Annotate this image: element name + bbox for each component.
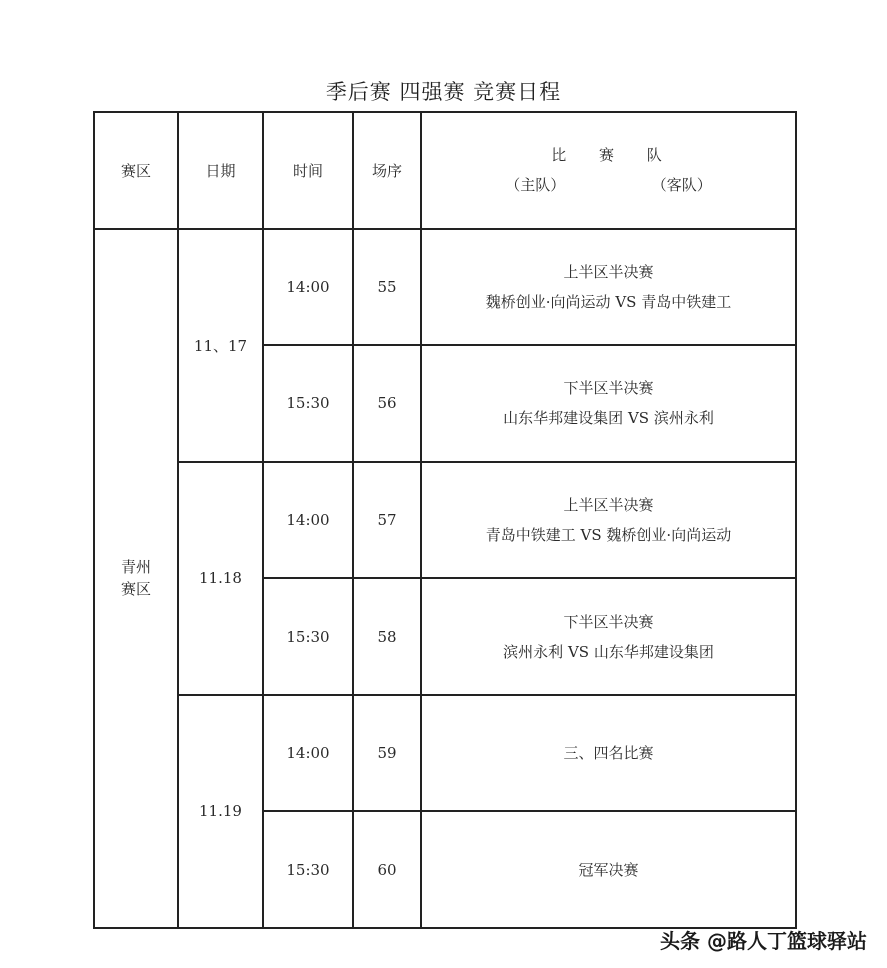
zone-cell [94, 229, 178, 928]
game-no-cell: 56 [353, 345, 421, 462]
time-cell: 15:30 [263, 811, 353, 928]
matchup-cell [421, 578, 796, 695]
stage-label: 下半区半决赛 [563, 612, 654, 631]
stage-label: 冠军决赛 [578, 860, 639, 879]
watermark-label: 头条 @路人丁篮球驿站 [660, 929, 867, 953]
table-row [94, 462, 796, 579]
time-cell: 14:00 [263, 462, 353, 579]
header-time: 时间 [263, 112, 353, 229]
zone-label: 青州赛区 [120, 558, 151, 599]
header-zone: 赛区 [94, 112, 178, 229]
date-cell: 11.19 [178, 695, 263, 928]
time-cell: 15:30 [263, 345, 353, 462]
game-no-cell: 57 [353, 462, 421, 579]
stage-label: 三、四名比赛 [563, 744, 654, 763]
game-no-cell: 59 [353, 695, 421, 812]
matchup-cell [421, 345, 796, 462]
table-row [94, 695, 796, 812]
matchup-cell [421, 695, 796, 812]
table-row [94, 229, 796, 346]
header-teams [421, 112, 796, 229]
matchup-cell [421, 229, 796, 346]
page-title: 季后赛 四强赛 竞赛日程 [325, 80, 562, 104]
matchup-label: 滨州永利 VS 山东华邦建设集团 [503, 642, 714, 661]
matchup-cell [421, 811, 796, 928]
matchup-cell [421, 462, 796, 579]
stage-label: 上半区半决赛 [563, 495, 654, 514]
schedule-table [93, 111, 797, 929]
time-cell: 14:00 [263, 229, 353, 346]
stage-label: 下半区半决赛 [563, 379, 654, 398]
header-away: （客队） [651, 176, 712, 195]
header-game-no: 场序 [353, 112, 421, 229]
matchup-label: 山东华邦建设集团 VS 滨州永利 [503, 409, 714, 428]
date-cell: 11.18 [178, 462, 263, 695]
matchup-label: 魏桥创业·向尚运动 VS 青岛中铁建工 [485, 292, 732, 311]
header-row [94, 112, 796, 229]
header-home: （主队） [505, 176, 566, 195]
date-cell: 11、17 [178, 229, 263, 462]
game-no-cell: 55 [353, 229, 421, 346]
game-no-cell: 60 [353, 811, 421, 928]
game-no-cell: 58 [353, 578, 421, 695]
matchup-label: 青岛中铁建工 VS 魏桥创业·向尚运动 [485, 525, 732, 544]
header-teams-label: 比 赛 队 [551, 146, 676, 165]
time-cell: 15:30 [263, 578, 353, 695]
header-date: 日期 [178, 112, 263, 229]
time-cell: 14:00 [263, 695, 353, 812]
stage-label: 上半区半决赛 [563, 262, 654, 281]
